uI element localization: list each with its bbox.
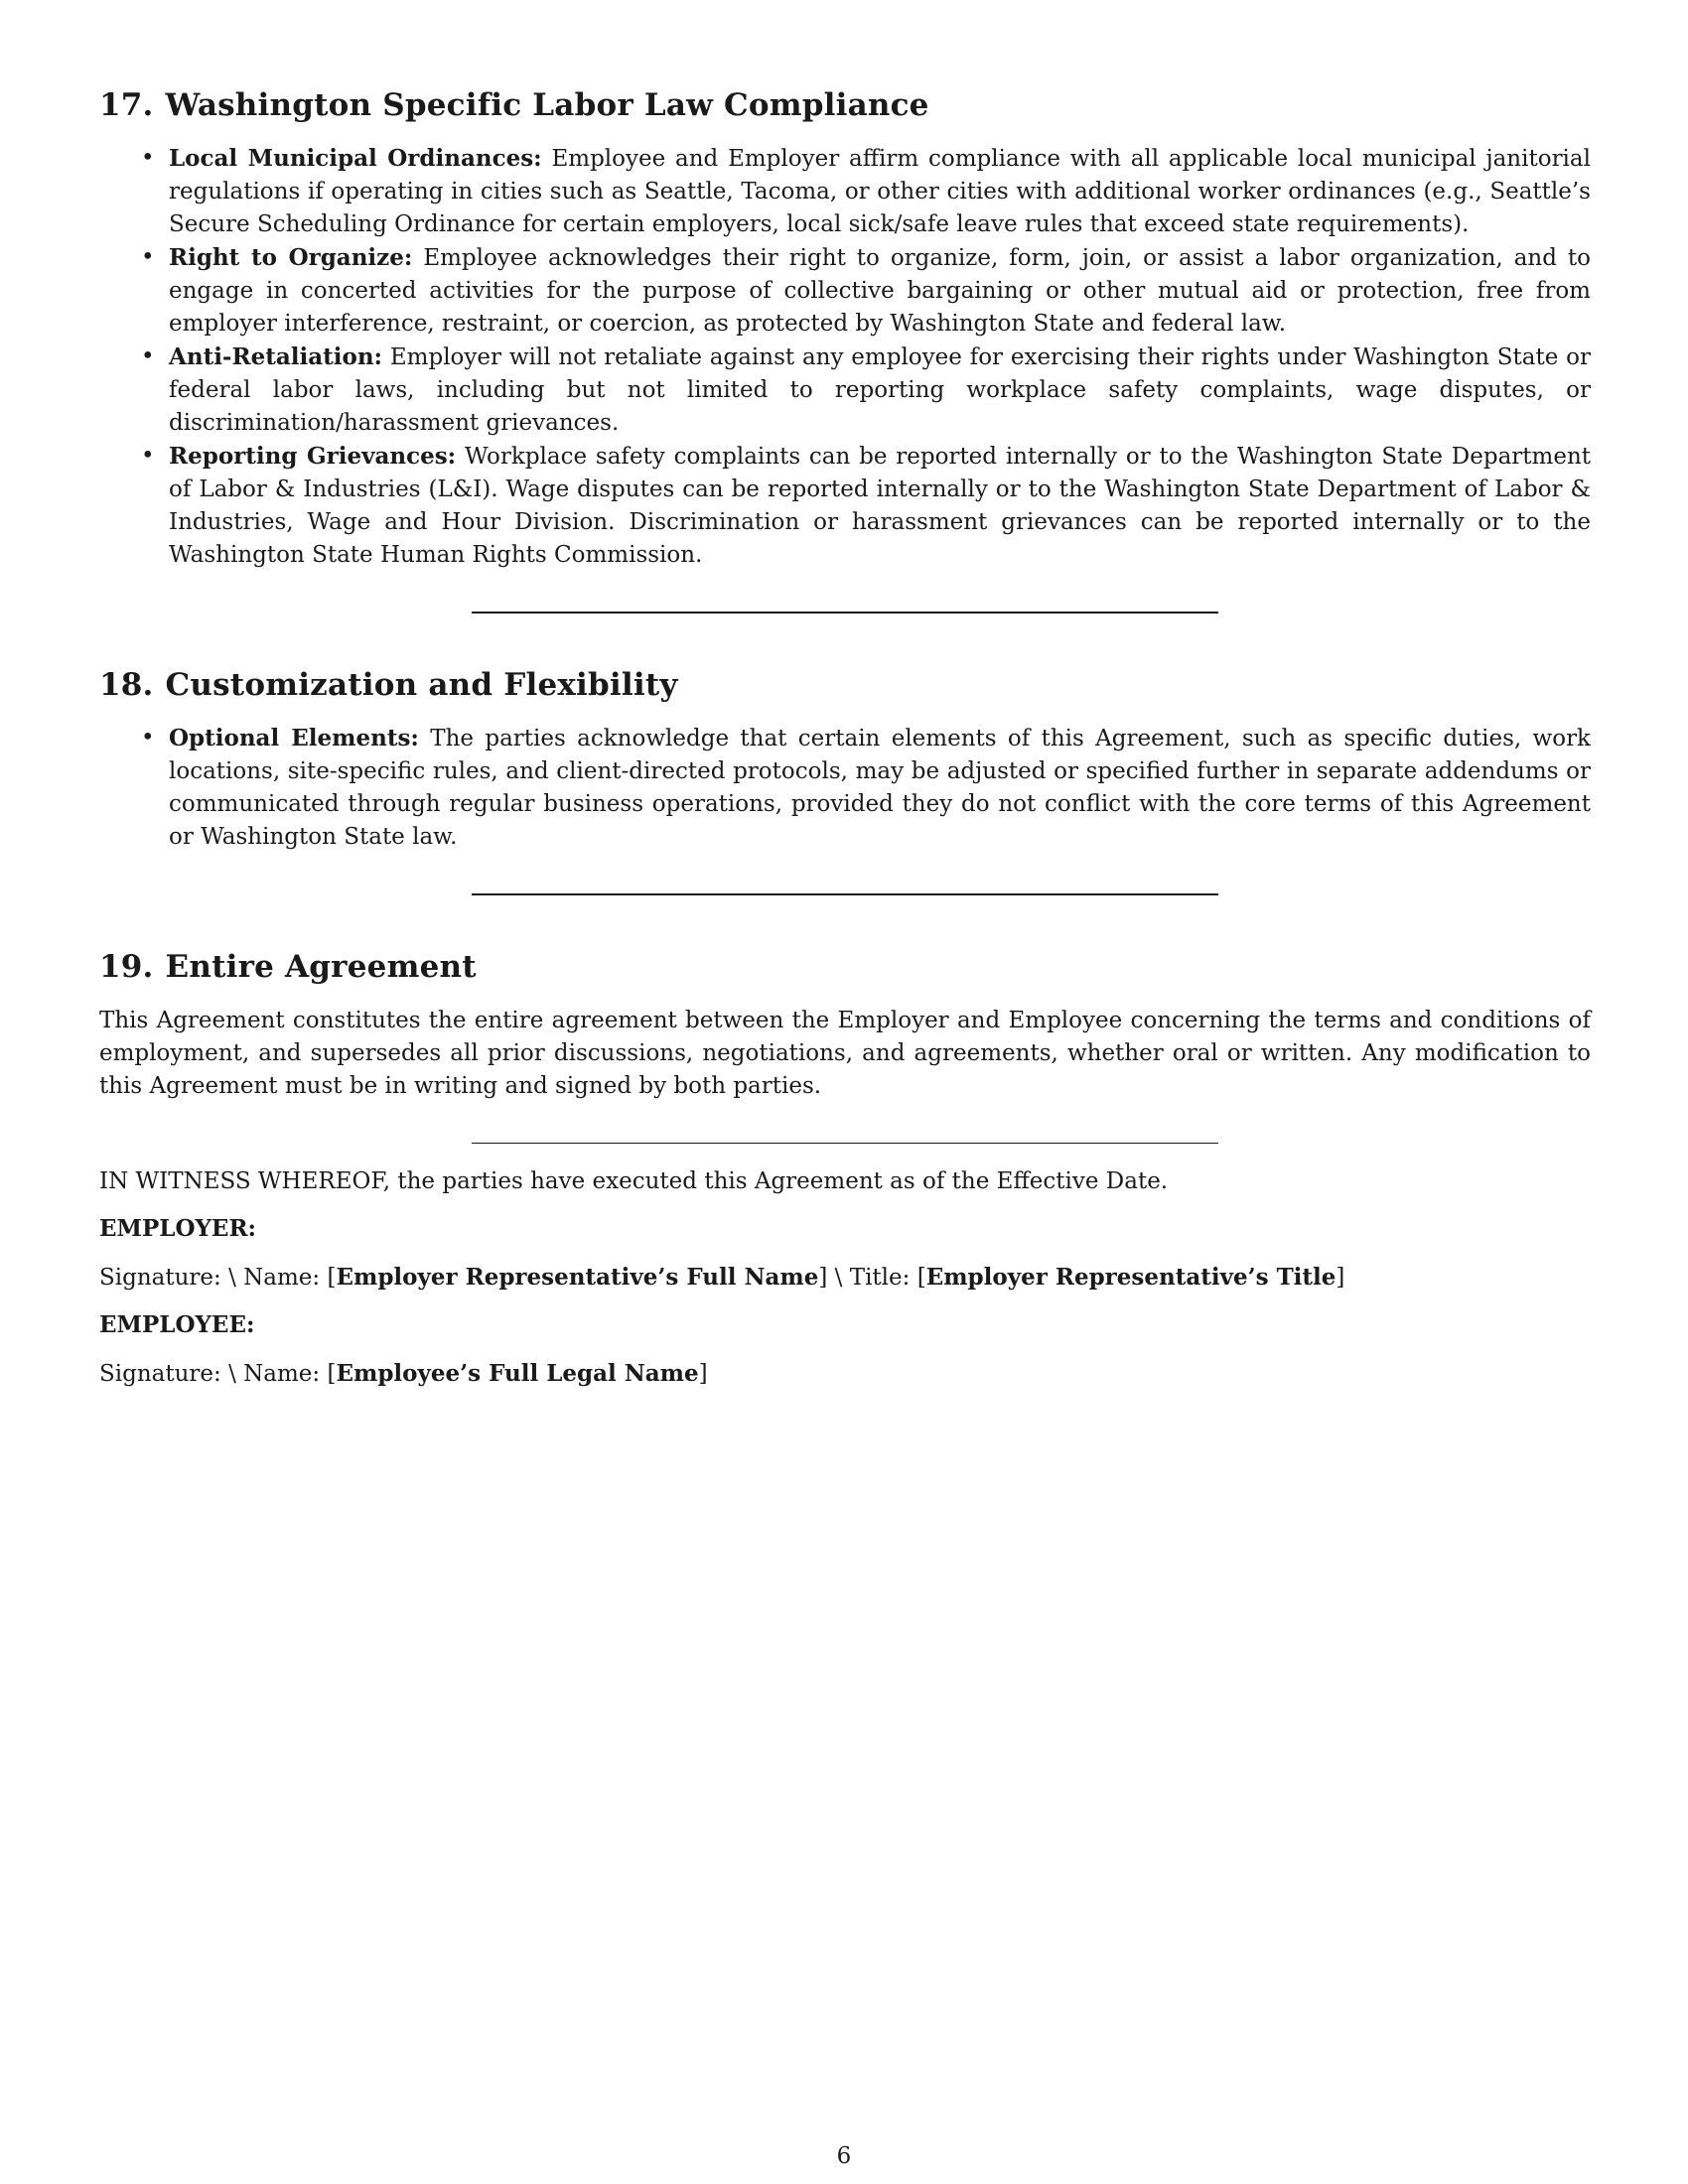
section-divider <box>472 893 1218 895</box>
document-page <box>99 87 1591 1391</box>
list-item <box>141 722 1591 854</box>
item-text: Employee and Employer affirm compliance with all applicable local municipal janitorial regulations if operating in cities such as Seattle, Tacoma, or other cities with additional worker ordinances (e.g., Seattle’s Secure Scheduling Ordinance for certain employers, local sick/safe leave rules that exceed state requirements). <box>169 146 1591 238</box>
bullet-icon: • <box>141 244 155 271</box>
section-19 <box>99 949 1591 1102</box>
section-divider <box>472 1143 1218 1144</box>
bullet-icon: • <box>141 343 155 370</box>
section-number: 18. <box>99 667 154 704</box>
employer-signature-line <box>99 1261 1591 1295</box>
signature-label: Signature: \ Name: <box>99 1264 328 1291</box>
section-title: Washington Specific Labor Law Compliance <box>165 87 929 123</box>
bullet-icon: • <box>141 443 155 470</box>
section-18 <box>99 667 1591 854</box>
item-term: Anti-Retaliation: <box>169 343 383 371</box>
witness-statement: IN WITNESS WHEREOF, the parties have executed this Agreement as of the Effective Date. <box>99 1167 1169 1194</box>
list-item <box>141 440 1591 572</box>
title-label: \ Title: <box>827 1264 917 1291</box>
item-term: Optional Elements: <box>169 725 419 752</box>
signature-label: Signature: \ Name: <box>99 1360 328 1387</box>
bracket-close: ] <box>1336 1264 1345 1291</box>
page-number: 6 <box>836 2143 852 2169</box>
bullet-icon: • <box>141 725 155 751</box>
bullet-list <box>99 722 1591 854</box>
item-term: Local Municipal Ordinances: <box>169 145 542 173</box>
list-item <box>141 241 1592 341</box>
employee-label: EMPLOYEE: <box>99 1310 255 1338</box>
bullet-icon: • <box>141 145 155 172</box>
employer-label: EMPLOYER: <box>99 1214 257 1242</box>
bracket-open: [ <box>327 1264 337 1291</box>
signature-block <box>99 1165 1591 1391</box>
section-number: 17. <box>99 87 154 123</box>
item-text: Workplace safety complaints can be reported internally or to the Washington State Department of Labor & Industries (L&I). Wage disputes can be reported internally or to the Washington State Department of Labor & Industries, Wage and Hour Division. Discrimination or harassment grievances can be reported internally or to the Washington State Human Rights Commission. <box>169 444 1591 569</box>
list-item <box>141 341 1591 440</box>
item-term: Right to Organize: <box>169 244 413 272</box>
list-item <box>141 142 1591 241</box>
section-heading <box>99 667 1591 704</box>
item-term: Reporting Grievances: <box>169 443 457 471</box>
section-divider <box>472 612 1218 614</box>
employer-title-placeholder: Employer Representative’s Title <box>925 1263 1336 1291</box>
section-title: Entire Agreement <box>165 949 477 986</box>
bullet-list <box>99 142 1591 572</box>
employer-name-placeholder: Employer Representative’s Full Name <box>336 1263 819 1291</box>
section-heading <box>99 87 1591 124</box>
section-title: Customization and Flexibility <box>165 667 678 704</box>
section-17 <box>99 87 1591 572</box>
employee-signature-line <box>99 1357 1591 1391</box>
bracket-open: [ <box>327 1360 337 1387</box>
section-number: 19. <box>99 949 154 986</box>
item-text: Employee acknowledges their right to organize, form, join, or assist a labor organization, and to engage in concerted activities for the purpose of collective bargaining or other mutual aid or protection, free from employer interference, restraint, or coercion, as protected by Washington State and federal law. <box>169 245 1592 338</box>
item-text: Employer will not retaliate against any employee for exercising their rights under Washington State or federal labor laws, including but not limited to reporting workplace safety complaints, wage disputes, or discrimination/harassment grievances. <box>169 344 1591 437</box>
employee-name-placeholder: Employee’s Full Legal Name <box>336 1359 699 1387</box>
bracket-close: ] <box>698 1360 708 1387</box>
bracket-open: [ <box>916 1264 926 1291</box>
section-heading <box>99 949 1591 986</box>
bracket-close: ] <box>818 1264 828 1291</box>
item-text: The parties acknowledge that certain elements of this Agreement, such as specific duties, work locations, site-specific rules, and client-directed protocols, may be adjusted or specified further in separate addendums or communicated through regular business operations, provided they do not conflict with the core terms of this Agreement or Washington State law. <box>169 726 1591 851</box>
section-body: This Agreement constitutes the entire agreement between the Employer and Employee concerning the terms and conditions of employment, and supersedes all prior discussions, negotiations, and agreements, whether oral or written. Any modification to this Agreement must be in writing and signed by both parties. <box>99 1007 1591 1099</box>
